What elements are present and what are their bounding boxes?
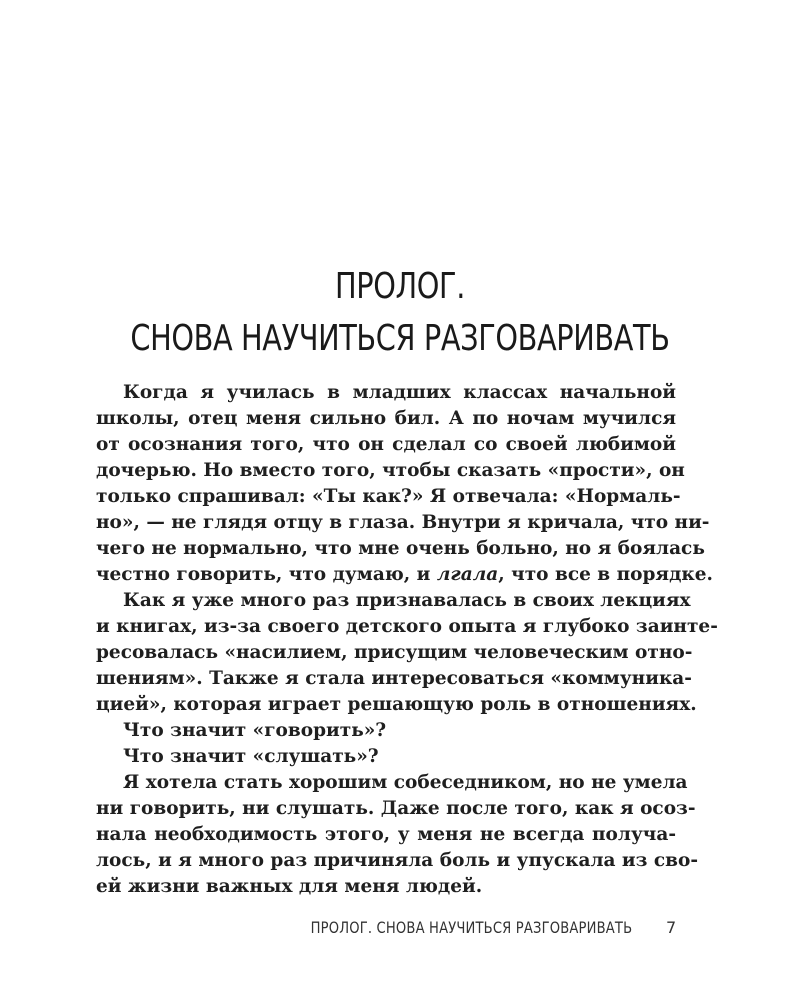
text-line: Как я уже много раз признавалась в своих лекциях	[123, 590, 691, 611]
text-line: школы, отец меня сильно бил. А по ночам мучился	[96, 408, 676, 429]
paragraph-5	[96, 770, 699, 900]
text-line: только спрашивал: «Ты как?» Я отвечала: «Нормаль-	[96, 486, 681, 507]
page-footer	[0, 918, 800, 944]
text-line: но», — не глядя отцу в глаза. Внутри я кричала, что ни-	[96, 512, 710, 533]
chapter-title-line-1: ПРОЛОГ.	[335, 266, 465, 307]
chapter-title-line-2: СНОВА НАУЧИТЬСЯ РАЗГОВАРИВАТЬ	[130, 318, 670, 359]
text-line: Что значит «слушать»?	[123, 746, 379, 767]
text-line: ресовалась «насилием, присущим человеческим отно-	[96, 642, 693, 663]
text-line: нала необходимость этого, у меня не всегда получа-	[96, 824, 676, 845]
text-line: цией», которая играет решающую роль в отношениях.	[96, 694, 697, 715]
body-text	[96, 380, 718, 900]
text-line: шениям». Также я стала интересоваться «коммуника-	[96, 668, 692, 689]
text-line: Что значит «говорить»?	[123, 720, 387, 741]
text-line: ей жизни важных для меня людей.	[96, 876, 483, 897]
text-line: от осознания того, что он сделал со своей любимой	[96, 434, 676, 455]
text-line: Я хотела стать хорошим собеседником, но не умела	[123, 772, 688, 793]
text-line: ни говорить, ни слушать. Даже после того, как я осоз-	[96, 798, 696, 819]
paragraph-3	[96, 718, 676, 744]
text-run: честно говорить, что думаю, и	[96, 564, 437, 585]
paragraph-4	[96, 744, 676, 770]
italic-word: лгала	[436, 564, 499, 585]
text-line	[96, 562, 713, 588]
page-number: 7	[666, 918, 677, 937]
text-line: дочерью. Но вместо того, чтобы сказать «прости», он	[96, 460, 685, 481]
text-line: и книгах, из-за своего детского опыта я глубоко заинте-	[96, 616, 718, 637]
text-run: , что все в порядке.	[498, 564, 713, 585]
text-line: чего не нормально, что мне очень больно, но я боялась	[96, 538, 705, 559]
text-line: Когда я училась в младших классах начальной	[123, 382, 676, 403]
running-head: ПРОЛОГ. СНОВА НАУЧИТЬСЯ РАЗГОВАРИВАТЬ	[310, 918, 632, 937]
paragraph-1	[96, 380, 713, 588]
paragraph-2	[96, 588, 718, 718]
text-line: лось, и я много раз причиняла боль и упускала из сво-	[96, 850, 699, 871]
